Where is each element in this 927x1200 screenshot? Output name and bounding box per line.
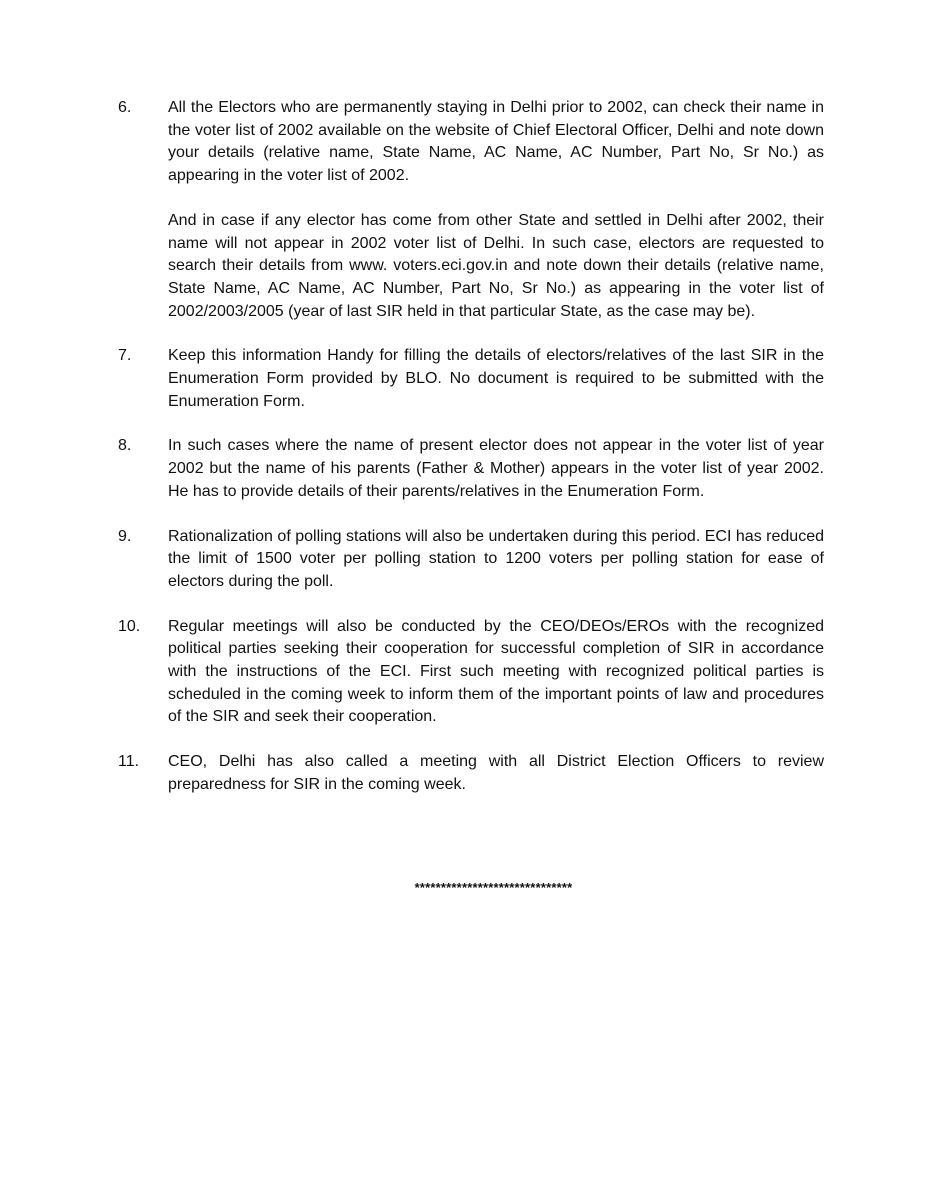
numbered-list	[118, 97, 824, 819]
paragraph: Rationalization of polling stations will also be undertaken during this period. ECI has reduced the limit of 1500 voter per polling station to 1200 voters per polling station for ease of electors during the poll.	[168, 527, 824, 590]
end-separator: ******************************	[414, 880, 573, 895]
item-body	[168, 97, 824, 323]
item-number: 7.	[118, 347, 132, 365]
item-number: 10.	[118, 617, 141, 635]
item-body	[168, 435, 824, 503]
paragraph: And in case if any elector has come from other State and settled in Delhi after 2002, their name will not appear in 2002 voter list of Delhi. In such case, electors are requested to search their details from www. voters.eci.gov.in and note down their details (relative name, State Name, AC Name, AC Number, Part No, Sr No.) as appearing in the voter list of 2002/2003/2005 (year of last SIR held in that particular State, as the case may be).	[168, 211, 824, 320]
item-body	[168, 526, 824, 594]
list-item-8	[118, 435, 824, 503]
paragraph: All the Electors who are permanently staying in Delhi prior to 2002, can check their name in the voter list of 2002 available on the website of Chief Electoral Officer, Delhi and note down your details (relative name, State Name, AC Name, AC Number, Part No, Sr No.) as appearing in the voter list of 2002.	[168, 99, 824, 185]
paragraph: CEO, Delhi has also called a meeting with all District Election Officers to review preparedness for SIR in the coming week.	[168, 753, 824, 793]
item-number: 8.	[118, 437, 132, 455]
list-item-11	[118, 751, 824, 796]
paragraph: Keep this information Handy for filling the details of electors/relatives of the last SIR in the Enumeration Form provided by BLO. No document is required to be submitted with the Enumeration Form.	[168, 347, 824, 410]
item-number: 6.	[118, 99, 132, 116]
list-item-9	[118, 526, 824, 594]
item-body	[168, 751, 824, 796]
list-item-10	[118, 616, 824, 730]
list-item-7	[118, 345, 824, 413]
list-item-6	[118, 97, 824, 323]
paragraph: In such cases where the name of present elector does not appear in the voter list of year 2002 but the name of his parents (Father & Mother) appears in the voter list of year 2002. He has to provide details of their parents/relatives in the Enumeration Form.	[168, 437, 824, 500]
item-body	[168, 345, 824, 413]
item-body	[168, 616, 824, 730]
item-number: 11.	[118, 753, 140, 771]
paragraph: Regular meetings will also be conducted by the CEO/DEOs/EROs with the recognized political parties seeking their cooperation for successful completion of SIR in accordance with the instructions of the ECI. First such meeting with recognized political parties is scheduled in the coming week to inform them of the important points of law and procedures of the SIR and seek their cooperation.	[168, 617, 824, 726]
item-number: 9.	[118, 527, 132, 545]
